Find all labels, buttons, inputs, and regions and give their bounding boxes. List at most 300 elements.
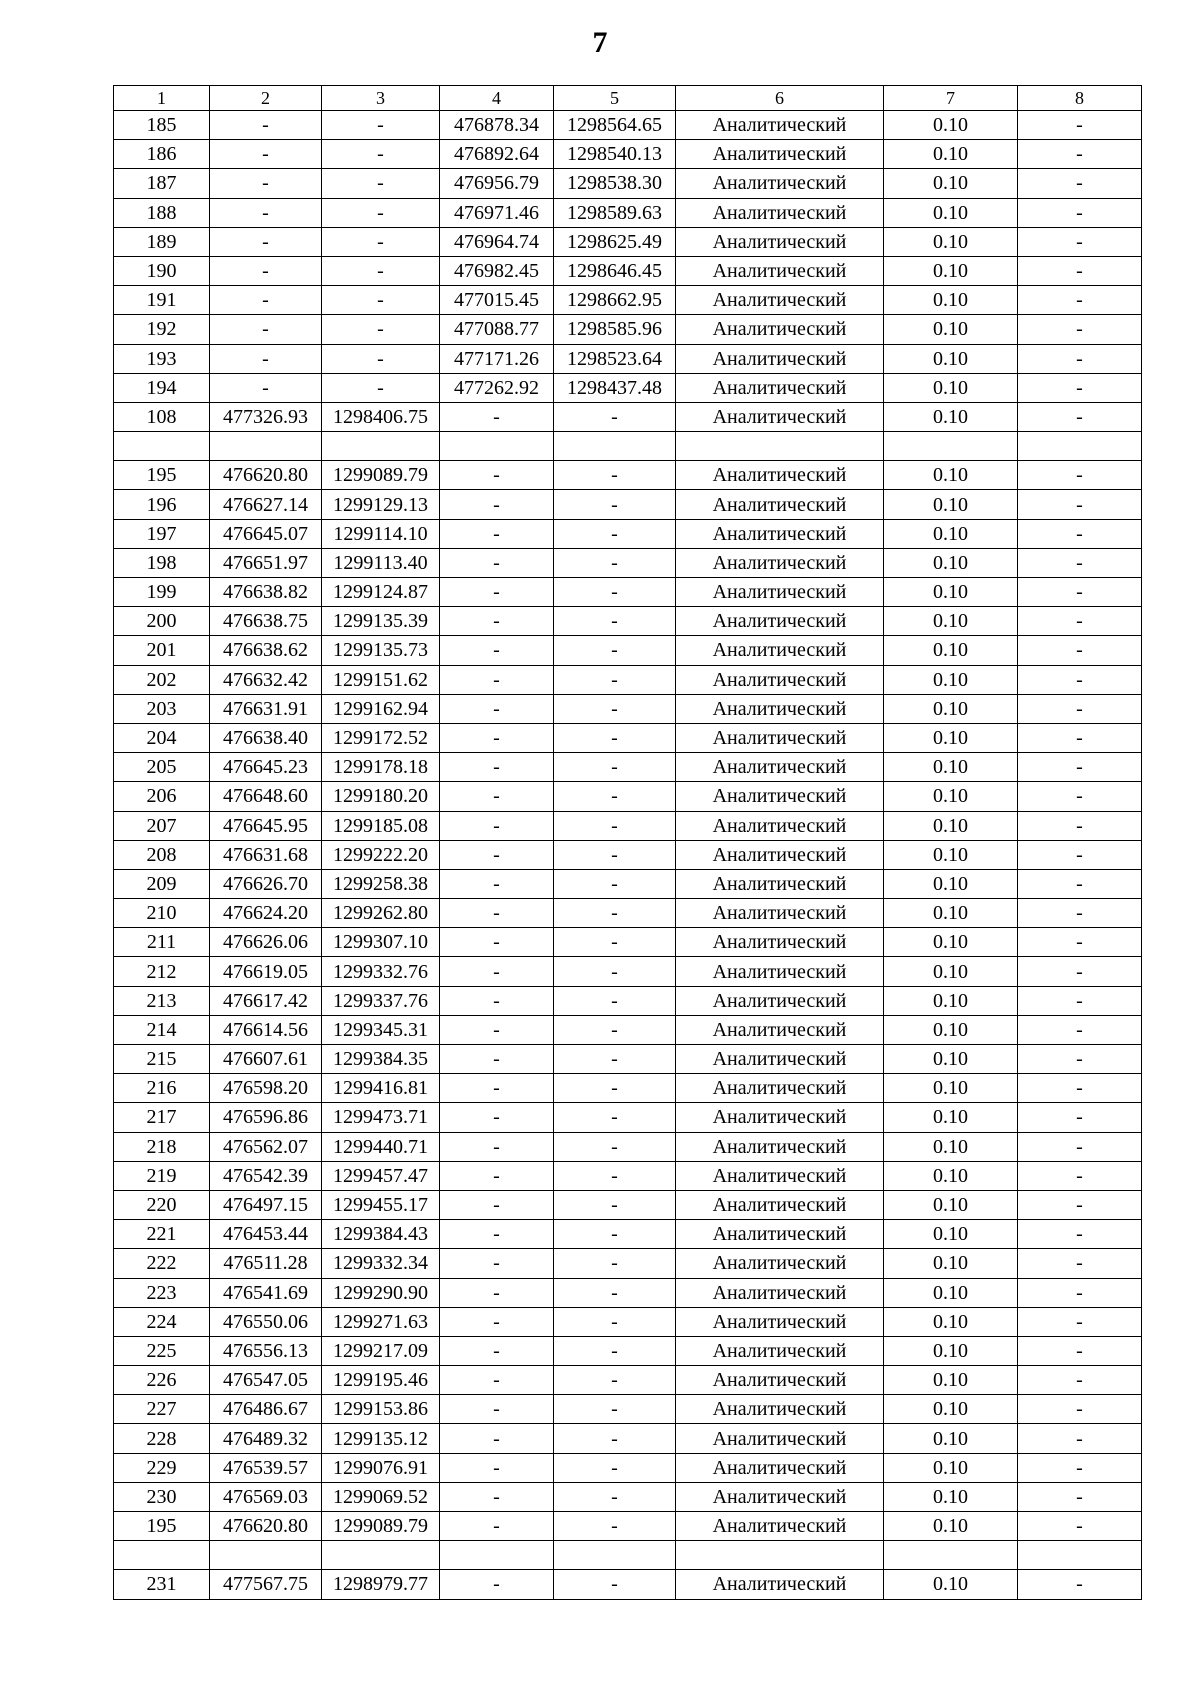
cell-note: - <box>1018 140 1142 169</box>
cell-accuracy <box>884 1541 1018 1570</box>
cell-note: - <box>1018 928 1142 957</box>
cell-accuracy: 0.10 <box>884 286 1018 315</box>
cell-method: Аналитический <box>676 694 884 723</box>
cell-point-number: 189 <box>114 227 210 256</box>
cell-y-new: - <box>554 1045 676 1074</box>
cell-y-old: 1298979.77 <box>322 1570 440 1599</box>
cell-y-old: - <box>322 373 440 402</box>
cell-x-old: 476624.20 <box>210 899 322 928</box>
cell-note: - <box>1018 578 1142 607</box>
cell-point-number: 226 <box>114 1366 210 1395</box>
cell-point-number: 108 <box>114 402 210 431</box>
cell-point-number: 217 <box>114 1103 210 1132</box>
cell-y-old: 1299185.08 <box>322 811 440 840</box>
table-row <box>114 1278 1142 1307</box>
cell-point-number: 218 <box>114 1132 210 1161</box>
cell-y-new <box>554 432 676 461</box>
cell-x-old: 476596.86 <box>210 1103 322 1132</box>
cell-x-new: - <box>440 957 554 986</box>
cell-point-number: 206 <box>114 782 210 811</box>
cell-point-number: 197 <box>114 519 210 548</box>
cell-method: Аналитический <box>676 344 884 373</box>
cell-y-new: - <box>554 899 676 928</box>
cell-y-new: - <box>554 607 676 636</box>
cell-accuracy: 0.10 <box>884 169 1018 198</box>
table-row-blank <box>114 1541 1142 1570</box>
cell-x-new: - <box>440 1482 554 1511</box>
cell-y-new: - <box>554 1103 676 1132</box>
column-header-5: 5 <box>554 86 676 111</box>
cell-x-old: 476486.67 <box>210 1395 322 1424</box>
table-row <box>114 869 1142 898</box>
cell-point-number: 212 <box>114 957 210 986</box>
cell-y-new: - <box>554 1161 676 1190</box>
cell-point-number: 200 <box>114 607 210 636</box>
cell-y-new: - <box>554 519 676 548</box>
cell-method: Аналитический <box>676 1045 884 1074</box>
table-row <box>114 373 1142 402</box>
cell-point-number: 223 <box>114 1278 210 1307</box>
cell-method: Аналитический <box>676 811 884 840</box>
cell-x-new: - <box>440 1015 554 1044</box>
cell-y-old: 1299069.52 <box>322 1482 440 1511</box>
cell-point-number: 230 <box>114 1482 210 1511</box>
cell-method: Аналитический <box>676 1132 884 1161</box>
cell-x-new: - <box>440 840 554 869</box>
cell-y-old: 1299262.80 <box>322 899 440 928</box>
cell-x-old: 476497.15 <box>210 1190 322 1219</box>
cell-x-old: 476556.13 <box>210 1336 322 1365</box>
cell-accuracy: 0.10 <box>884 753 1018 782</box>
cell-accuracy: 0.10 <box>884 344 1018 373</box>
cell-method: Аналитический <box>676 1366 884 1395</box>
cell-y-old <box>322 432 440 461</box>
cell-x-new: - <box>440 1161 554 1190</box>
cell-point-number: 201 <box>114 636 210 665</box>
cell-x-old: 476614.56 <box>210 1015 322 1044</box>
cell-accuracy: 0.10 <box>884 402 1018 431</box>
cell-y-old: 1299162.94 <box>322 694 440 723</box>
table-row <box>114 753 1142 782</box>
cell-y-new: - <box>554 461 676 490</box>
cell-x-new: 476892.64 <box>440 140 554 169</box>
cell-x-old: 476453.44 <box>210 1220 322 1249</box>
cell-y-new: - <box>554 665 676 694</box>
cell-y-old: 1299307.10 <box>322 928 440 957</box>
table-row <box>114 198 1142 227</box>
cell-y-old: 1299153.86 <box>322 1395 440 1424</box>
cell-method: Аналитический <box>676 1307 884 1336</box>
cell-note: - <box>1018 1424 1142 1453</box>
cell-x-new: - <box>440 1074 554 1103</box>
cell-x-old: 476638.40 <box>210 723 322 752</box>
cell-accuracy: 0.10 <box>884 1395 1018 1424</box>
cell-method: Аналитический <box>676 286 884 315</box>
cell-x-old: 476651.97 <box>210 548 322 577</box>
cell-note <box>1018 1541 1142 1570</box>
cell-x-old: - <box>210 315 322 344</box>
cell-y-old: 1299384.35 <box>322 1045 440 1074</box>
cell-y-old: - <box>322 140 440 169</box>
cell-note: - <box>1018 315 1142 344</box>
cell-note: - <box>1018 607 1142 636</box>
cell-point-number: 193 <box>114 344 210 373</box>
cell-x-new: - <box>440 1512 554 1541</box>
cell-y-new: - <box>554 1395 676 1424</box>
cell-method: Аналитический <box>676 986 884 1015</box>
cell-point-number: 211 <box>114 928 210 957</box>
cell-accuracy: 0.10 <box>884 519 1018 548</box>
cell-point-number: 207 <box>114 811 210 840</box>
cell-point-number: 224 <box>114 1307 210 1336</box>
cell-y-old: 1299384.43 <box>322 1220 440 1249</box>
cell-accuracy: 0.10 <box>884 986 1018 1015</box>
cell-method: Аналитический <box>676 461 884 490</box>
cell-note: - <box>1018 957 1142 986</box>
cell-x-new: - <box>440 1220 554 1249</box>
table-row <box>114 315 1142 344</box>
cell-x-old: - <box>210 198 322 227</box>
cell-method: Аналитический <box>676 665 884 694</box>
cell-method: Аналитический <box>676 607 884 636</box>
cell-y-old: 1299337.76 <box>322 986 440 1015</box>
cell-method: Аналитический <box>676 1161 884 1190</box>
cell-point-number: 221 <box>114 1220 210 1249</box>
cell-x-new: - <box>440 519 554 548</box>
cell-y-old: 1299114.10 <box>322 519 440 548</box>
cell-note: - <box>1018 1395 1142 1424</box>
table-row <box>114 782 1142 811</box>
cell-method: Аналитический <box>676 1249 884 1278</box>
cell-point-number: 191 <box>114 286 210 315</box>
cell-note: - <box>1018 1366 1142 1395</box>
cell-x-new: - <box>440 1103 554 1132</box>
cell-method: Аналитический <box>676 198 884 227</box>
cell-method: Аналитический <box>676 1190 884 1219</box>
cell-accuracy: 0.10 <box>884 607 1018 636</box>
cell-note: - <box>1018 1453 1142 1482</box>
cell-x-old: 476619.05 <box>210 957 322 986</box>
cell-note: - <box>1018 169 1142 198</box>
cell-note: - <box>1018 373 1142 402</box>
cell-x-old: 476598.20 <box>210 1074 322 1103</box>
cell-note: - <box>1018 256 1142 285</box>
table-row <box>114 1045 1142 1074</box>
cell-accuracy: 0.10 <box>884 723 1018 752</box>
cell-point-number: 204 <box>114 723 210 752</box>
cell-method: Аналитический <box>676 957 884 986</box>
cell-x-old: - <box>210 227 322 256</box>
cell-x-old <box>210 1541 322 1570</box>
cell-y-new: - <box>554 753 676 782</box>
cell-x-new: - <box>440 1395 554 1424</box>
cell-note: - <box>1018 753 1142 782</box>
cell-point-number: 209 <box>114 869 210 898</box>
cell-x-old: 476541.69 <box>210 1278 322 1307</box>
table-row <box>114 840 1142 869</box>
cell-y-new: - <box>554 636 676 665</box>
coordinates-table <box>113 85 1142 1600</box>
cell-accuracy: 0.10 <box>884 665 1018 694</box>
cell-x-old: 476607.61 <box>210 1045 322 1074</box>
cell-y-old: 1299113.40 <box>322 548 440 577</box>
cell-y-old: 1299151.62 <box>322 665 440 694</box>
cell-accuracy: 0.10 <box>884 1482 1018 1511</box>
cell-x-old: 476638.62 <box>210 636 322 665</box>
cell-point-number: 195 <box>114 461 210 490</box>
cell-accuracy: 0.10 <box>884 869 1018 898</box>
cell-x-old: 477567.75 <box>210 1570 322 1599</box>
cell-note: - <box>1018 1190 1142 1219</box>
cell-method: Аналитический <box>676 636 884 665</box>
cell-accuracy: 0.10 <box>884 840 1018 869</box>
cell-y-old: 1299332.76 <box>322 957 440 986</box>
cell-accuracy: 0.10 <box>884 111 1018 140</box>
cell-x-new: - <box>440 694 554 723</box>
cell-method: Аналитический <box>676 1482 884 1511</box>
cell-y-old: 1299473.71 <box>322 1103 440 1132</box>
cell-x-new: - <box>440 811 554 840</box>
cell-x-old: 476550.06 <box>210 1307 322 1336</box>
cell-method: Аналитический <box>676 373 884 402</box>
table-row <box>114 1307 1142 1336</box>
table-row <box>114 694 1142 723</box>
cell-note: - <box>1018 111 1142 140</box>
cell-y-new: 1298523.64 <box>554 344 676 373</box>
cell-note: - <box>1018 636 1142 665</box>
cell-x-new: - <box>440 869 554 898</box>
cell-point-number: 229 <box>114 1453 210 1482</box>
cell-x-old: 476542.39 <box>210 1161 322 1190</box>
cell-y-new: - <box>554 548 676 577</box>
cell-y-new: 1298538.30 <box>554 169 676 198</box>
cell-x-old: 476547.05 <box>210 1366 322 1395</box>
cell-y-new: - <box>554 1570 676 1599</box>
cell-point-number: 188 <box>114 198 210 227</box>
cell-x-old: - <box>210 373 322 402</box>
cell-x-new: - <box>440 1249 554 1278</box>
cell-accuracy: 0.10 <box>884 1453 1018 1482</box>
cell-x-new: - <box>440 782 554 811</box>
cell-accuracy: 0.10 <box>884 1307 1018 1336</box>
cell-point-number: 185 <box>114 111 210 140</box>
cell-method: Аналитический <box>676 1453 884 1482</box>
cell-y-old <box>322 1541 440 1570</box>
table-row <box>114 811 1142 840</box>
cell-note: - <box>1018 519 1142 548</box>
cell-x-old: 476632.42 <box>210 665 322 694</box>
cell-accuracy: 0.10 <box>884 1132 1018 1161</box>
cell-method: Аналитический <box>676 869 884 898</box>
cell-point-number: 228 <box>114 1424 210 1453</box>
cell-x-old: 476631.91 <box>210 694 322 723</box>
cell-y-old: 1299076.91 <box>322 1453 440 1482</box>
table-row <box>114 899 1142 928</box>
cell-method: Аналитический <box>676 899 884 928</box>
cell-note: - <box>1018 1336 1142 1365</box>
cell-accuracy: 0.10 <box>884 227 1018 256</box>
cell-x-old: - <box>210 286 322 315</box>
cell-y-new: - <box>554 1132 676 1161</box>
cell-y-new: - <box>554 782 676 811</box>
cell-note: - <box>1018 811 1142 840</box>
cell-note: - <box>1018 1570 1142 1599</box>
cell-accuracy: 0.10 <box>884 1424 1018 1453</box>
cell-note <box>1018 432 1142 461</box>
cell-point-number: 198 <box>114 548 210 577</box>
cell-y-new: - <box>554 811 676 840</box>
cell-point-number: 192 <box>114 315 210 344</box>
table-row <box>114 1482 1142 1511</box>
cell-method: Аналитический <box>676 753 884 782</box>
cell-y-old: 1298406.75 <box>322 402 440 431</box>
cell-x-new: - <box>440 490 554 519</box>
cell-point-number: 225 <box>114 1336 210 1365</box>
cell-x-old: 476539.57 <box>210 1453 322 1482</box>
cell-y-old: 1299440.71 <box>322 1132 440 1161</box>
cell-x-new: - <box>440 665 554 694</box>
cell-y-new: - <box>554 1482 676 1511</box>
cell-point-number: 219 <box>114 1161 210 1190</box>
cell-method: Аналитический <box>676 256 884 285</box>
table-row <box>114 227 1142 256</box>
cell-method: Аналитический <box>676 578 884 607</box>
cell-x-old: 476638.82 <box>210 578 322 607</box>
cell-x-new: - <box>440 899 554 928</box>
cell-x-old: 476631.68 <box>210 840 322 869</box>
cell-accuracy: 0.10 <box>884 1249 1018 1278</box>
table-row <box>114 490 1142 519</box>
table-row <box>114 548 1142 577</box>
cell-y-old: 1299135.39 <box>322 607 440 636</box>
table-row <box>114 344 1142 373</box>
cell-point-number: 199 <box>114 578 210 607</box>
cell-y-new: - <box>554 957 676 986</box>
cell-accuracy: 0.10 <box>884 1190 1018 1219</box>
cell-y-old: 1299345.31 <box>322 1015 440 1044</box>
cell-accuracy: 0.10 <box>884 578 1018 607</box>
cell-y-old: 1299180.20 <box>322 782 440 811</box>
cell-x-new: - <box>440 1336 554 1365</box>
cell-accuracy: 0.10 <box>884 782 1018 811</box>
table-row <box>114 723 1142 752</box>
page-number: 7 <box>592 26 608 59</box>
table-row <box>114 1249 1142 1278</box>
cell-accuracy: 0.10 <box>884 1074 1018 1103</box>
cell-y-new: 1298646.45 <box>554 256 676 285</box>
cell-x-old: - <box>210 344 322 373</box>
cell-x-old: - <box>210 256 322 285</box>
cell-accuracy: 0.10 <box>884 811 1018 840</box>
cell-method: Аналитический <box>676 1512 884 1541</box>
table-row-blank <box>114 432 1142 461</box>
cell-y-new: 1298662.95 <box>554 286 676 315</box>
cell-x-new: 476971.46 <box>440 198 554 227</box>
cell-y-old: 1299258.38 <box>322 869 440 898</box>
cell-x-new: 476878.34 <box>440 111 554 140</box>
cell-x-new: - <box>440 636 554 665</box>
cell-note: - <box>1018 986 1142 1015</box>
table-row <box>114 519 1142 548</box>
cell-x-new: - <box>440 753 554 782</box>
cell-y-new: - <box>554 402 676 431</box>
cell-y-new: - <box>554 578 676 607</box>
cell-accuracy: 0.10 <box>884 636 1018 665</box>
table-row <box>114 111 1142 140</box>
cell-x-new: - <box>440 578 554 607</box>
cell-note: - <box>1018 782 1142 811</box>
table-row <box>114 1015 1142 1044</box>
cell-x-old: 476648.60 <box>210 782 322 811</box>
cell-y-old: - <box>322 111 440 140</box>
cell-x-old <box>210 432 322 461</box>
column-header-2: 2 <box>210 86 322 111</box>
cell-note: - <box>1018 1249 1142 1278</box>
cell-note: - <box>1018 694 1142 723</box>
cell-accuracy: 0.10 <box>884 1161 1018 1190</box>
cell-y-new: - <box>554 694 676 723</box>
table-header-row <box>114 86 1142 111</box>
cell-accuracy: 0.10 <box>884 694 1018 723</box>
cell-x-old: 476620.80 <box>210 1512 322 1541</box>
cell-method <box>676 432 884 461</box>
table-row <box>114 578 1142 607</box>
cell-x-old: 476511.28 <box>210 1249 322 1278</box>
cell-x-old: 477326.93 <box>210 402 322 431</box>
cell-note: - <box>1018 1278 1142 1307</box>
cell-y-old: 1299089.79 <box>322 1512 440 1541</box>
cell-x-new: - <box>440 607 554 636</box>
cell-x-old: 476562.07 <box>210 1132 322 1161</box>
cell-note: - <box>1018 198 1142 227</box>
cell-y-old: - <box>322 227 440 256</box>
cell-y-old: - <box>322 169 440 198</box>
table-row <box>114 169 1142 198</box>
cell-accuracy <box>884 432 1018 461</box>
cell-y-new: - <box>554 1512 676 1541</box>
cell-x-new: - <box>440 1190 554 1219</box>
cell-method: Аналитический <box>676 1395 884 1424</box>
cell-x-new <box>440 1541 554 1570</box>
cell-note: - <box>1018 723 1142 752</box>
cell-y-old: 1299217.09 <box>322 1336 440 1365</box>
cell-y-old: 1299416.81 <box>322 1074 440 1103</box>
cell-method: Аналитический <box>676 1220 884 1249</box>
cell-accuracy: 0.10 <box>884 198 1018 227</box>
cell-method: Аналитический <box>676 140 884 169</box>
cell-x-new: - <box>440 548 554 577</box>
column-header-6: 6 <box>676 86 884 111</box>
cell-x-new: - <box>440 928 554 957</box>
cell-note: - <box>1018 1074 1142 1103</box>
table-row <box>114 1424 1142 1453</box>
cell-accuracy: 0.10 <box>884 461 1018 490</box>
table-row <box>114 461 1142 490</box>
cell-note: - <box>1018 1045 1142 1074</box>
cell-y-old: 1299222.20 <box>322 840 440 869</box>
cell-note: - <box>1018 286 1142 315</box>
cell-note: - <box>1018 1103 1142 1132</box>
cell-y-new: - <box>554 1015 676 1044</box>
cell-x-old: 476645.95 <box>210 811 322 840</box>
table-row <box>114 286 1142 315</box>
cell-y-new: - <box>554 723 676 752</box>
cell-x-new: 476964.74 <box>440 227 554 256</box>
cell-point-number: 203 <box>114 694 210 723</box>
cell-y-old: 1299332.34 <box>322 1249 440 1278</box>
cell-y-old: 1299195.46 <box>322 1366 440 1395</box>
cell-point-number: 215 <box>114 1045 210 1074</box>
